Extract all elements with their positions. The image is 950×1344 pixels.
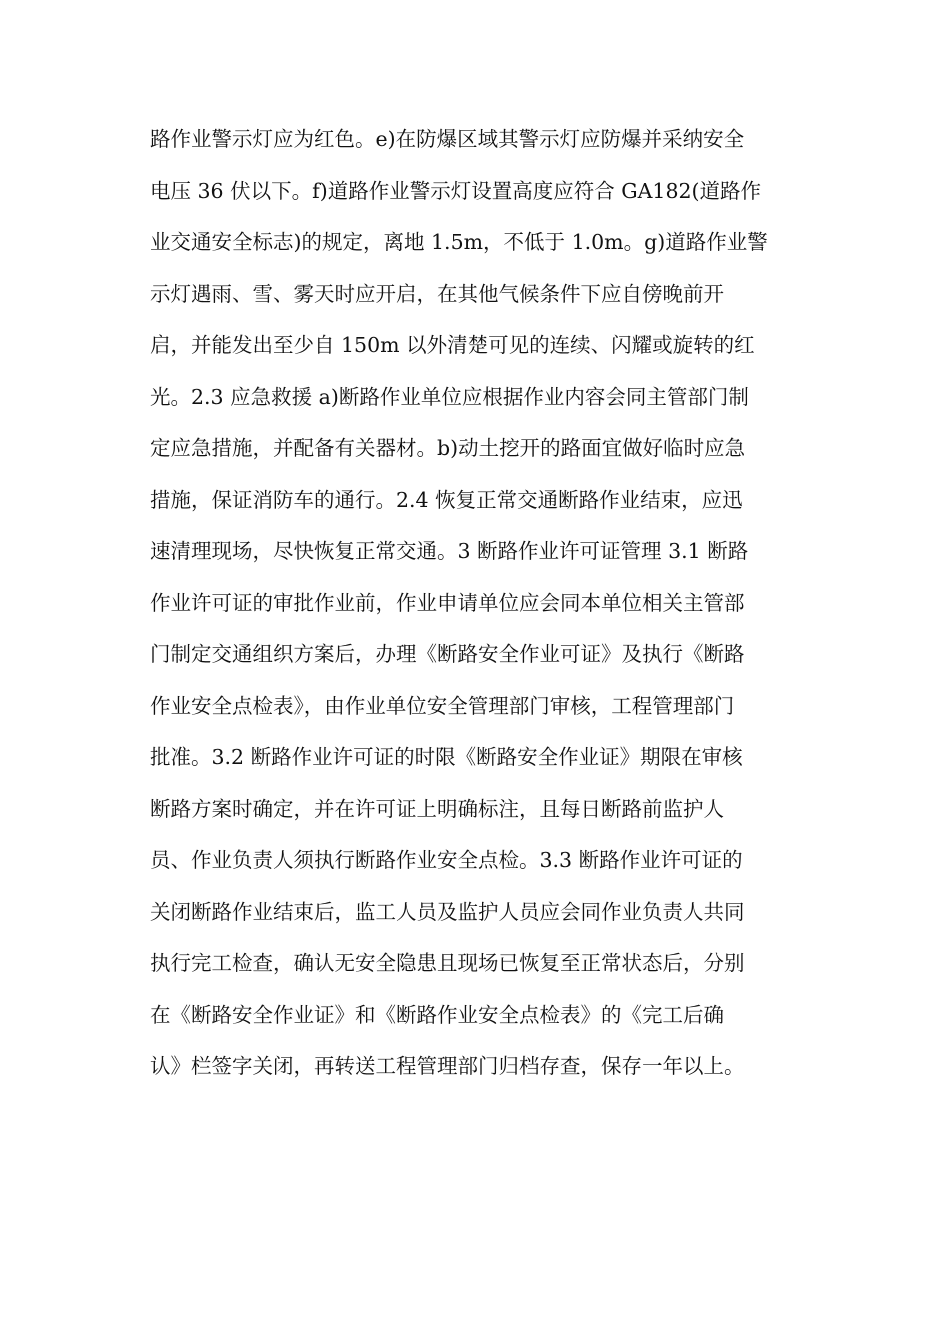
text-line: 作业许可证的审批作业前，作业申请单位应会同本单位相关主管部 bbox=[150, 590, 745, 615]
text-line: 速清理现场，尽快恢复正常交通。3 断路作业许可证管理 3.1 断路 bbox=[150, 539, 749, 563]
text-line: 作业安全点检表》，由作业单位安全管理部门审核，工程管理部门 bbox=[150, 693, 735, 718]
text-line: 员、作业负责人须执行断路作业安全点检。3.3 断路作业许可证的 bbox=[150, 848, 743, 872]
text-line: 执行完工检查，确认无安全隐患且现场已恢复至正常状态后，分别 bbox=[150, 951, 745, 975]
text-line: 光。2.3 应急救援 a)断路作业单位应根据作业内容会同主管部门制 bbox=[150, 384, 749, 409]
text-line: 电压 36 伏以下。f)道路作业警示灯设置高度应符合 GA182(道路作 bbox=[150, 178, 762, 203]
text-line: 启，并能发出至少自 150m 以外清楚可见的连续、闪耀或旋转的红 bbox=[150, 333, 755, 357]
text-line: 措施，保证消防车的通行。2.4 恢复正常交通断路作业结束，应迅 bbox=[150, 487, 743, 512]
text-line: 批准。3.2 断路作业许可证的时限《断路安全作业证》期限在审核 bbox=[150, 745, 743, 769]
text-line: 断路方案时确定，并在许可证上明确标注，且每日断路前监护人 bbox=[150, 796, 724, 821]
text-line: 在《断路安全作业证》和《断路作业安全点检表》的《完工后确 bbox=[150, 1002, 724, 1027]
text-line: 关闭断路作业结束后，监工人员及监护人员应会同作业负责人共同 bbox=[150, 899, 745, 924]
text-line: 业交通安全标志)的规定，离地 1.5m，不低于 1.0m。g)道路作业警 bbox=[150, 230, 768, 254]
text-line: 示灯遇雨、雪、雾天时应开启，在其他气候条件下应自傍晚前开 bbox=[150, 281, 724, 306]
body-text bbox=[150, 114, 810, 1093]
text-line: 门制定交通组织方案后，办理《断路安全作业可证》及执行《断路 bbox=[150, 642, 745, 666]
text-line: 路作业警示灯应为红色。e)在防爆区域其警示灯应防爆并采纳安全 bbox=[150, 127, 745, 151]
text-line: 认》栏签字关闭，再转送工程管理部门归档存查，保存一年以上。 bbox=[150, 1054, 745, 1078]
text-line: 定应急措施，并配备有关器材。b)动土挖开的路面宜做好临时应急 bbox=[150, 436, 746, 460]
